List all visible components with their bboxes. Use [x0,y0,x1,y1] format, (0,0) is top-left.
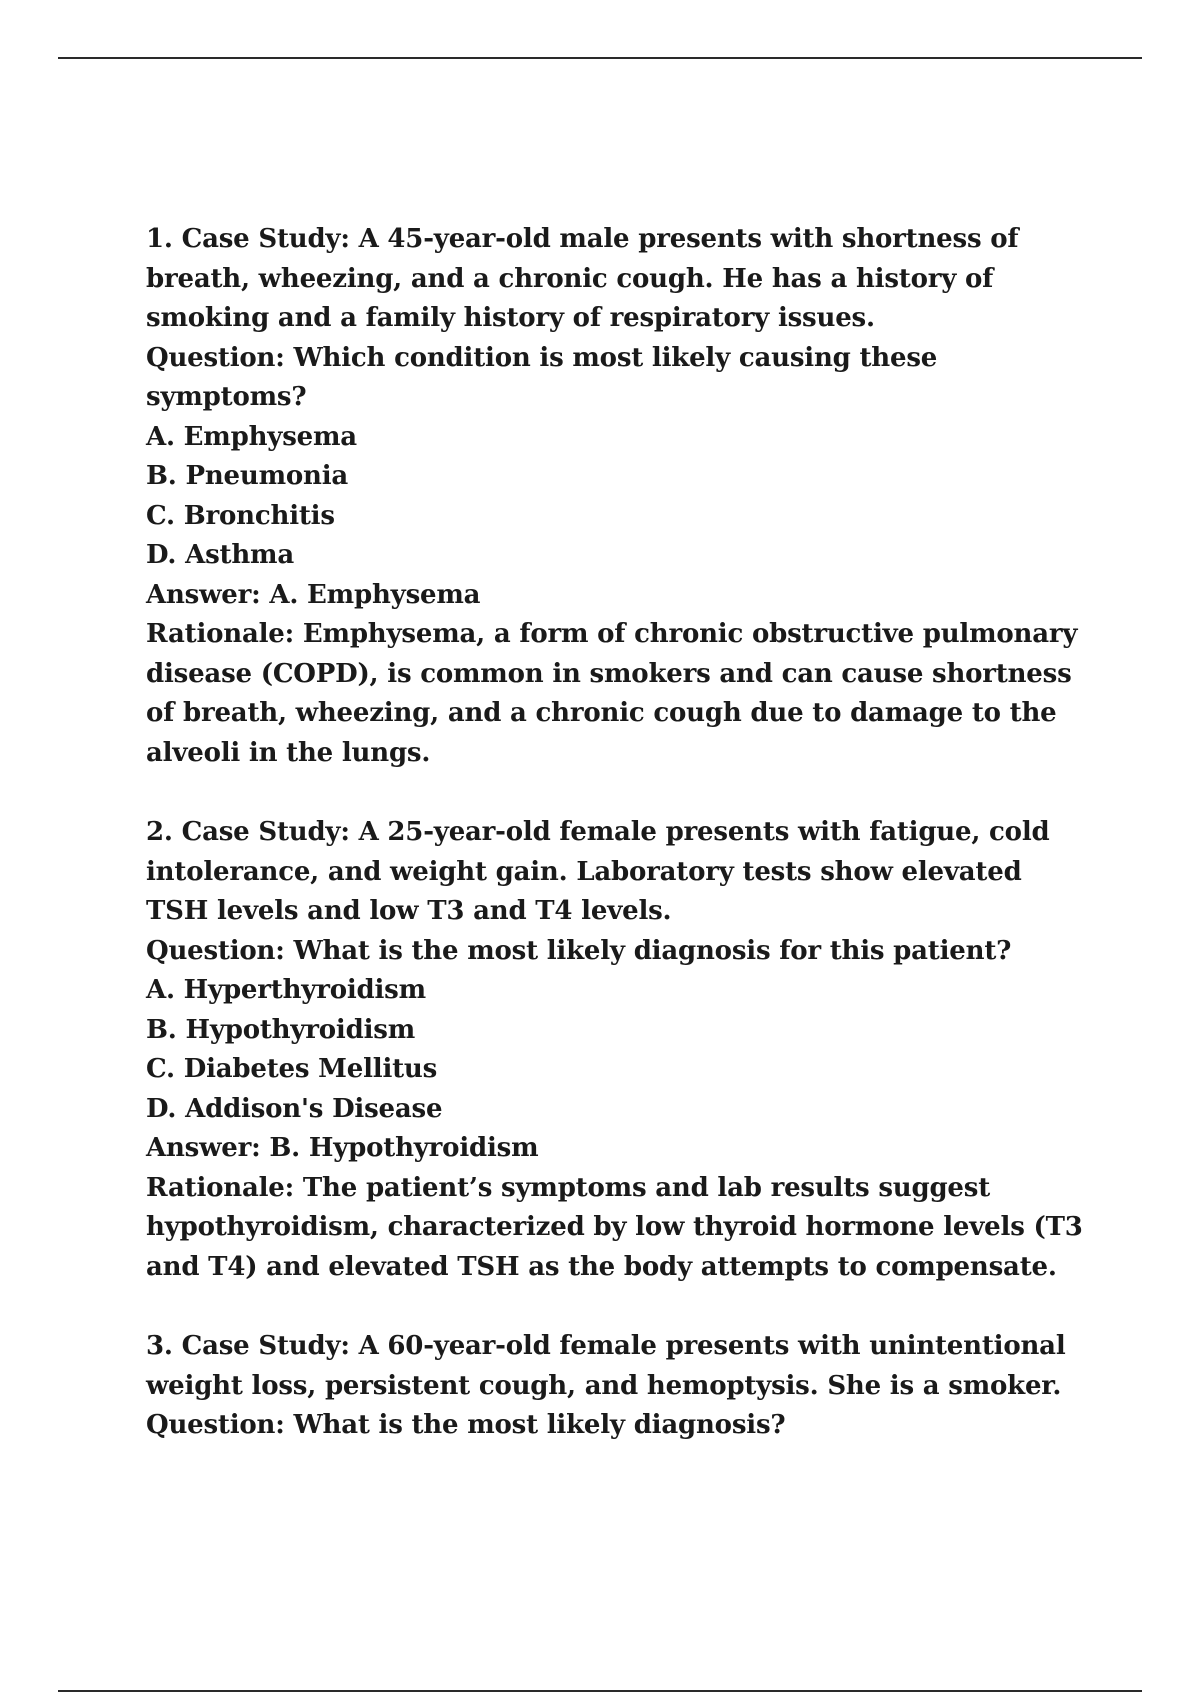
option-b: B. Pneumonia [146,461,349,491]
option-c: C. Bronchitis [146,500,335,531]
option-d: D. Addison's Disease [146,1093,443,1124]
question-block-2 [146,813,1086,1287]
question-text: Question: What is the most likely diagnosis? [146,1410,786,1440]
question-text: Question: Which condition is most likely causing these symptoms? [146,342,938,412]
option-b: B. Hypothyroidism [146,1014,416,1045]
case-study-text: 3. Case Study: A 60-year-old female presents with unintentional weight loss, persistent cough, and hemoptysis. She is a smoker. [146,1331,1066,1401]
bottom-rule [58,1690,1142,1692]
option-c: C. Diabetes Mellitus [146,1054,438,1084]
question-block-1 [146,220,1086,773]
option-a: A. Emphysema [146,421,357,452]
question-text: Question: What is the most likely diagnosis for this patient? [146,935,1012,966]
case-study-text: 1. Case Study: A 45-year-old male presents with shortness of breath, wheezing, and a chronic cough. He has a history of smoking and a family history of respiratory issues. [146,224,1019,333]
rationale-text: Rationale: The patient’s symptoms and lab results suggest hypothyroidism, characterized by low thyroid hormone levels (T3 and T4) and elevated TSH as the body attempts to compensate. [146,1172,1083,1282]
option-d: D. Asthma [146,540,295,570]
question-block-3 [146,1327,1086,1446]
top-rule [58,57,1142,59]
document-body [146,220,1086,1446]
rationale-text: Rationale: Emphysema, a form of chronic obstructive pulmonary disease (COPD), is common in smokers and can cause shortness of breath, wheezing, and a chronic cough due to damage to the alveoli in the lungs. [146,619,1078,768]
case-study-text: 2. Case Study: A 25-year-old female presents with fatigue, cold intolerance, and weight gain. Laboratory tests show elevated TSH levels and low T3 and T4 levels. [146,817,1050,926]
answer-text: Answer: A. Emphysema [146,579,481,610]
option-a: A. Hyperthyroidism [146,975,426,1005]
answer-text: Answer: B. Hypothyroidism [146,1133,539,1163]
